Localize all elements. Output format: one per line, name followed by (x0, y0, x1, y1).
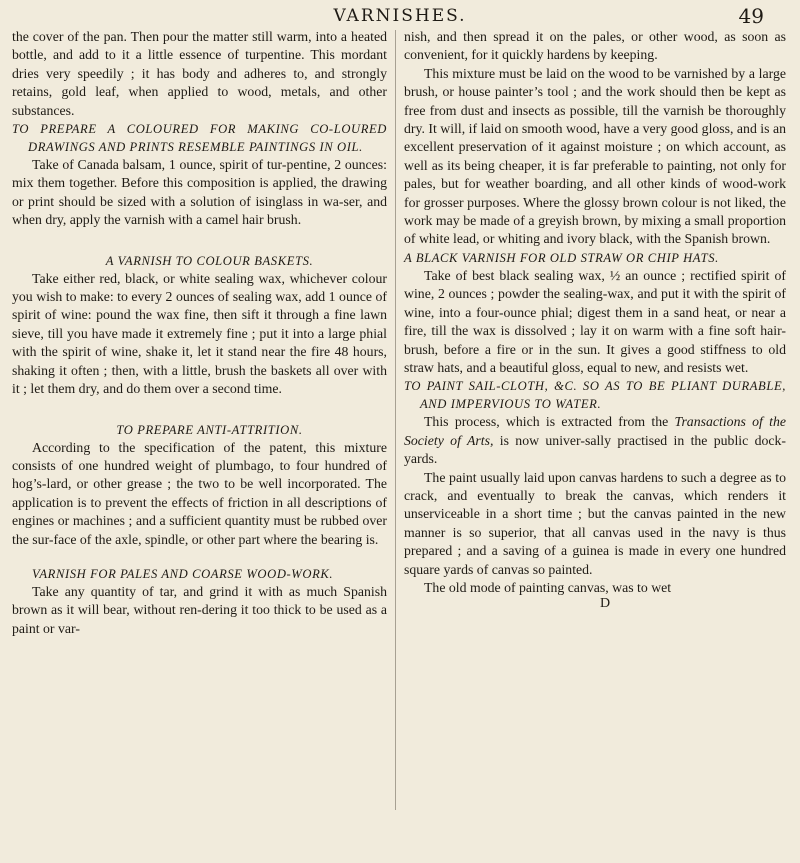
left-paragraph-anti-attrition: According to the specification of the patent, this mixture consists of one hundred weight of plumbago, to four hundred of hog’s-lard, or other grease ; the two to be well incorporated. The application is to prevent the effects of friction in all descriptions of engines or machines ; and a sufficient quantity must be rubbed over the sur-face of the axle, spindle, or other part where the bearing is. (12, 439, 387, 547)
left-paragraph-sealing-wax: Take either red, black, or white sealing wax, whichever colour you wish to make: to every 2 ounces of sealing wax, add 1 ounce of spirit of wine: pound the wax fine, then sift it through a fine lawn sieve, till you have made it extremely fine ; put it into a large phial with the spirit of wine, shake it, let it stand near the fire 48 hours, shaking it often ; then, with a little, brush the baskets all over with it ; let them dry, and do them over a second time. (12, 270, 387, 397)
right-paragraph-black-varnish: Take of best black sealing wax, ½ an ounce ; rectified spirit of wine, 2 ounces ; powder the sealing-wax, and put it with the spirit of wine, into a four-ounce phial; digest them in a sand heat, or near a fire, till the wax is dissolved ; lay it on warm with a fine soft hair-brush, before a fire or in the sun. It gives a good stiffness to old straw hats, and a beautiful gloss, equal to new, and resists wet. (404, 267, 786, 375)
transactions-title: Transactions of the Society of Arts, (404, 414, 786, 448)
left-paragraph-tar: Take any quantity of tar, and grind it with as much Spanish brown as it will bear, without ren-dering it too thick to be used as a paint or var- (12, 583, 387, 636)
left-column (12, 28, 387, 638)
right-paragraph-canvas: The paint usually laid upon canvas hardens to such a degree as to crack, and eventually to break the canvas, which renders it unserviceable in a short time ; but the canvas painted in the new manner is so superior, that all canvas used in the navy is thus prepared ; and a saving of a guinea is made in every one hundred square yards of canvas so painted. (404, 469, 786, 577)
running-head-title: VARNISHES. (333, 6, 467, 26)
left-heading-anti-attrition: TO PREPARE ANTI-ATTRITION. (116, 422, 303, 437)
left-heading-baskets: A VARNISH TO COLOUR BASKETS. (105, 253, 314, 268)
transactions-text-b: is now univer-sally practised in the public dock-yards. (404, 432, 786, 467)
transactions-text-a: This process, which is extracted from the (424, 414, 675, 430)
right-continued-paragraph: nish, and then spread it on the pales, or other wood, as soon as convenient, for it quickly hardens by keeping. (404, 29, 786, 63)
left-paragraph-canada-balsam: Take of Canada balsam, 1 ounce, spirit of tur-pentine, 2 ounces: mix them together. Before this composition is applied, the drawing or print should be sized with a solution of isinglass in wa-ser, and when dry, apply the varnish with a camel hair brush. (12, 157, 387, 228)
page-number: 49 (738, 4, 764, 28)
right-paragraph-transactions (404, 413, 786, 468)
column-divider (395, 30, 396, 810)
left-heading-pales: VARNISH FOR PALES AND COARSE WOOD-WORK. (32, 566, 334, 581)
left-intro-paragraph: the cover of the pan. Then pour the matter still warm, into a heated bottle, and add to it a little essence of turpentine. This mordant dries very speedily ; it has body and adheres to, and strongly retains, gold leaf, when applied to wood, metals, and other substances. (12, 29, 387, 118)
right-heading-straw-hats: A BLACK VARNISH FOR OLD STRAW OR CHIP HATS. (404, 250, 719, 265)
right-paragraph-application: This mixture must be laid on the wood to be varnished by a large brush, or house painter’s tool ; and the work should then be kept as free from dust and insects as possible, till the varnish be thoroughly dry. It will, if laid on smooth wood, have a very good gloss, and is an excellent preservation of it against moisture ; on which account, as well as its being cheaper, it is far preferable to painting, not only for pales, but for weather boarding, and all other kinds of wood-work for grosser purposes. Where the glossy brown colour is not liked, the work may be made of a greyish brown, by mixing a small proportion of white lead, or whiting and ivory black, with the Spanish brown. (404, 65, 786, 247)
left-heading-coloured-drawings: TO PREPARE A COLOURED FOR MAKING CO-LOURED DRAWINGS AND PRINTS RESEMBLE PAINTINGS IN OIL. (12, 122, 387, 155)
running-head (0, 2, 800, 28)
right-heading-sail-cloth: TO PAINT SAIL-CLOTH, &C. SO AS TO BE PLIANT DURABLE, AND IMPERVIOUS TO WATER. (404, 379, 786, 412)
signature-mark: D (599, 596, 611, 612)
right-paragraph-old-mode: The old mode of painting canvas, was to wet (424, 579, 672, 595)
right-column (404, 28, 786, 611)
